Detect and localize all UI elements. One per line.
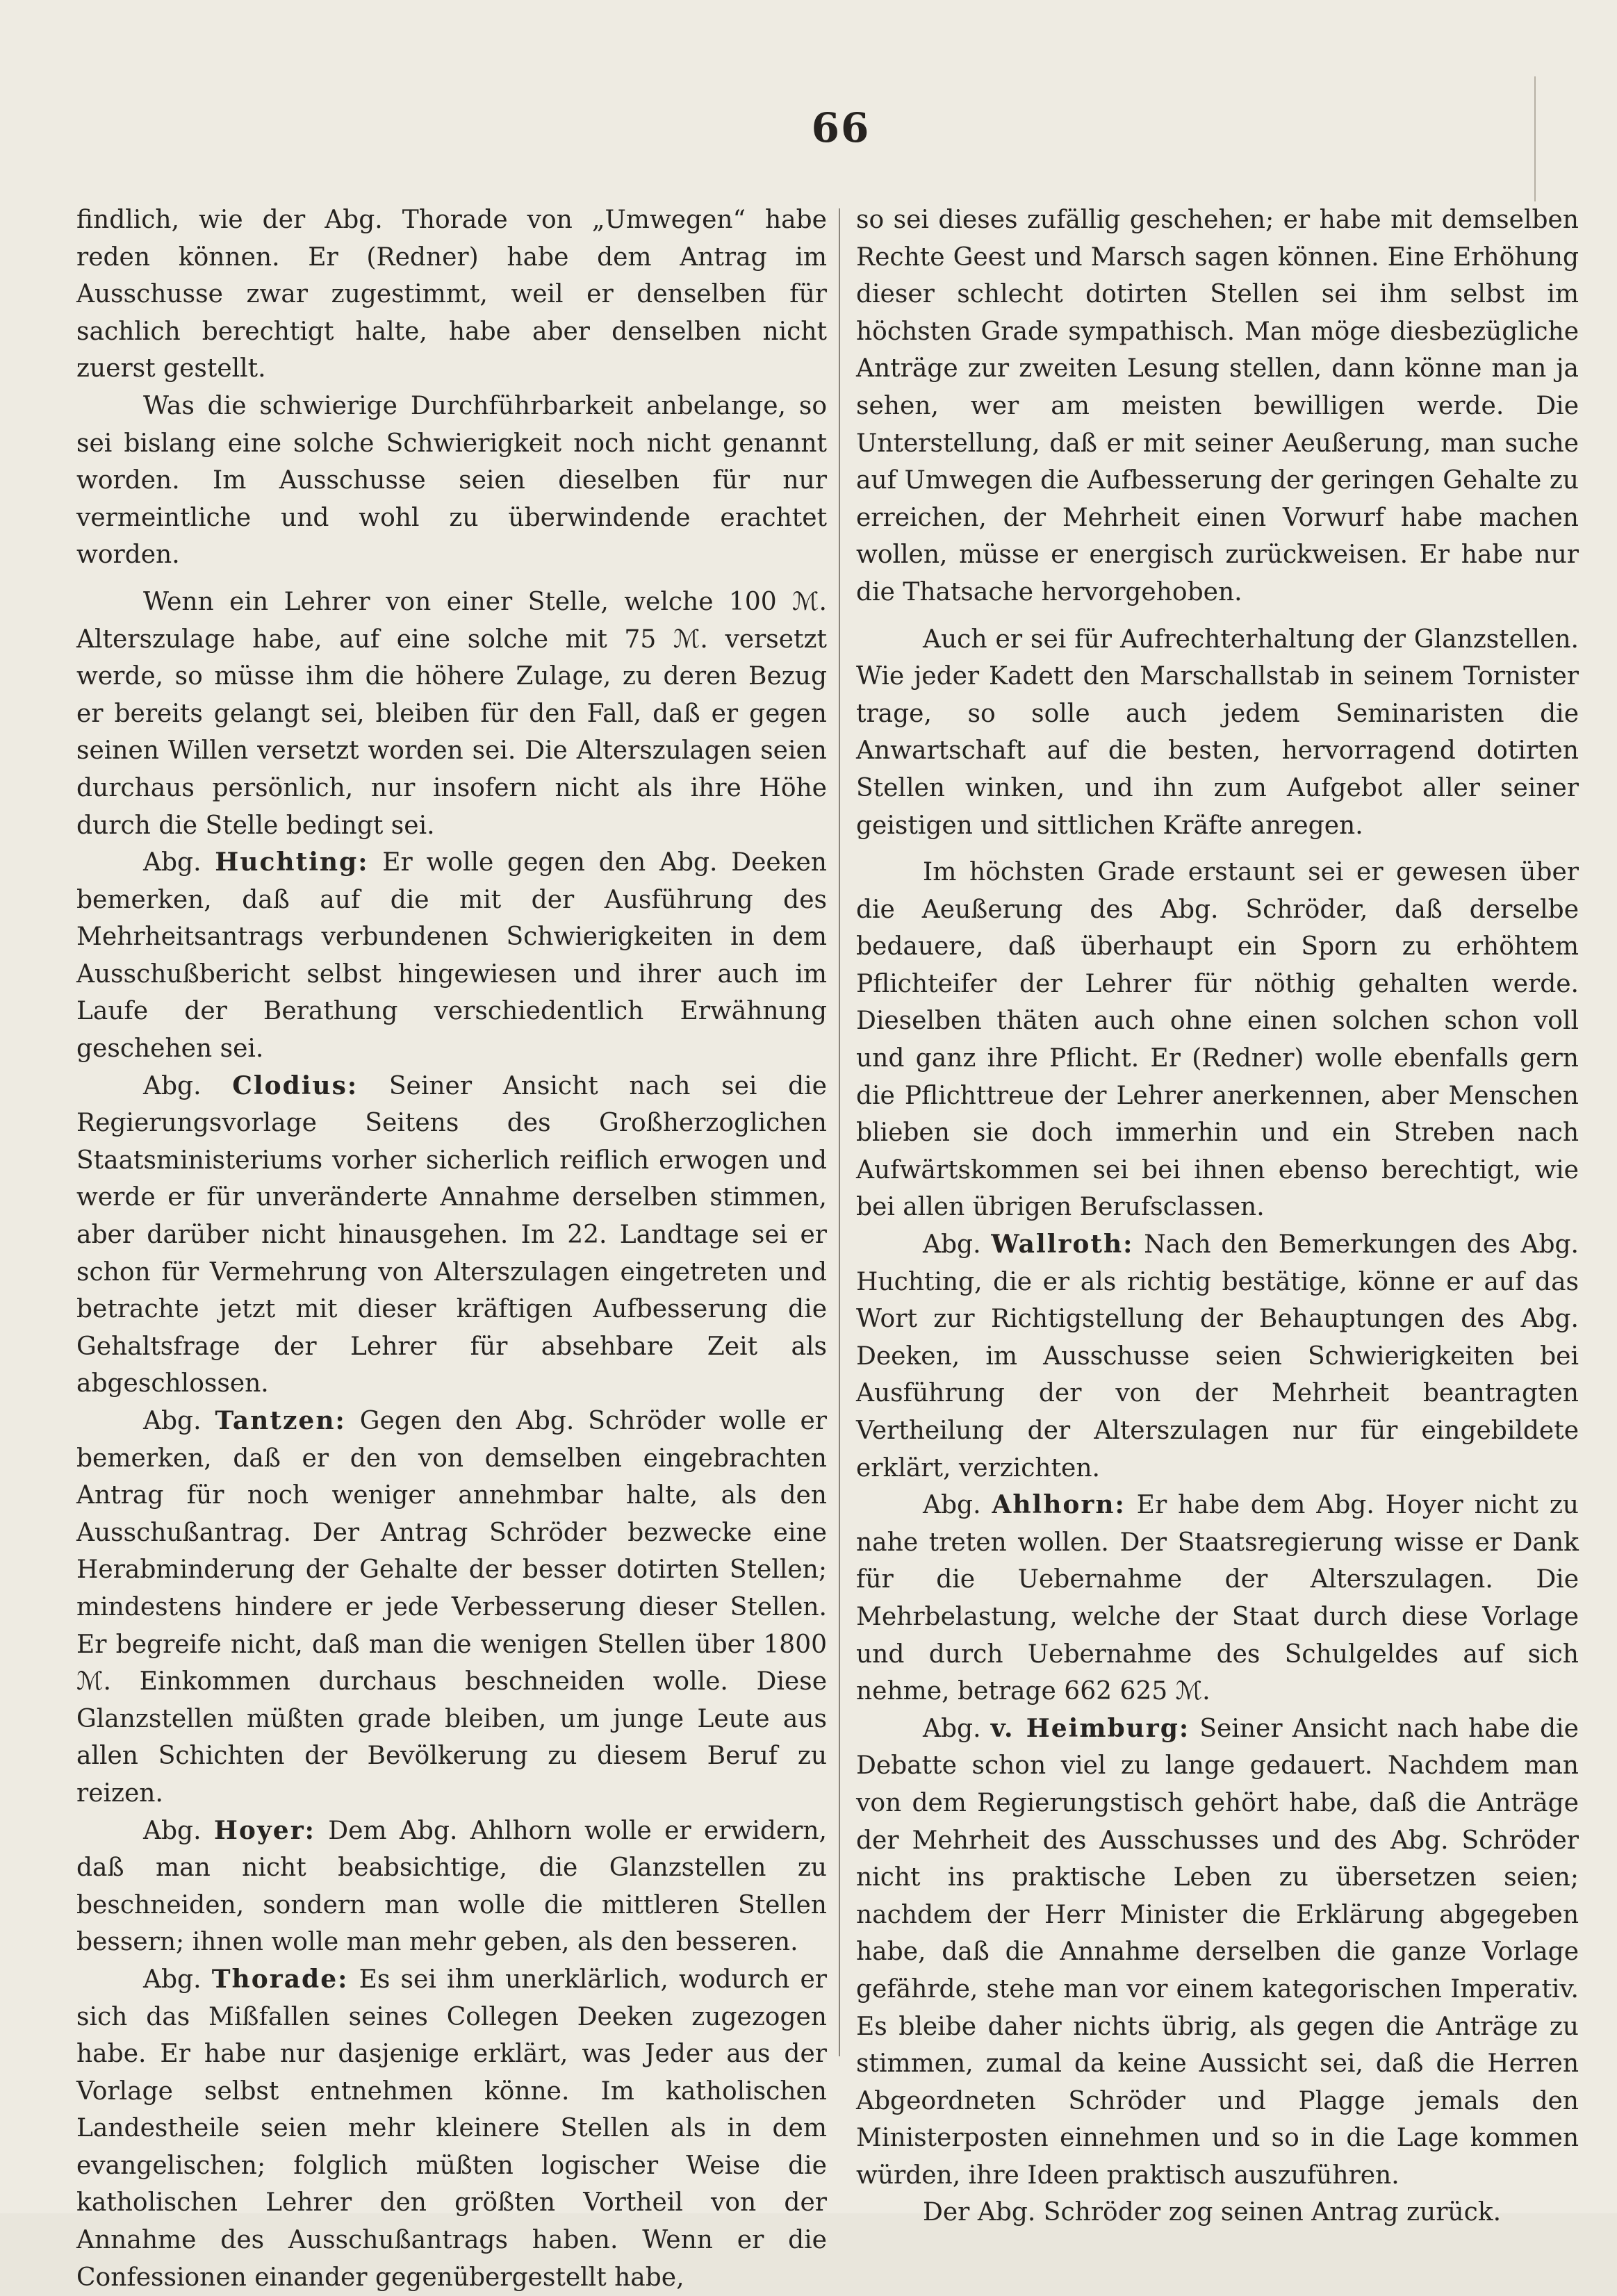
speech-paragraph <box>856 1226 1579 1487</box>
speech-paragraph <box>76 1812 827 1961</box>
speech-paragraph <box>76 1403 827 1812</box>
paragraph: Wenn ein Lehrer von einer Stelle, welche 100 ℳ. Alterszulage habe, auf eine solche mit 75 ℳ. versetzt werde, so müsse ihm die höhere Zulage, zu deren Bezug er bereits gelangt sei, bleiben für den Fall, daß er gegen seinen Willen versetzt worden sei. Die Alterszulagen seien durchaus persönlich, nur insofern nicht als ihre Höhe durch die Stelle bedingt sei. <box>76 587 827 840</box>
speaker-prefix: Abg. <box>143 1071 233 1100</box>
speaker-name: Thorade: <box>211 1964 349 1994</box>
speech-paragraph <box>856 1710 1579 2195</box>
speech-text: Gegen den Abg. Schröder wolle er bemerken, daß er den von demselben eingebrachten Antrag für noch weniger annehmbar halte, als den Ausschußantrag. Der Antrag Schröder bezwecke eine Herabminderung der Gehalte der besser dotirten Stellen; mindestens hindere er jede Verbesserung dieser Stellen. Er begreife nicht, daß man die wenigen Stellen über 1800 ℳ. Einkommen durchaus beschneiden wolle. Diese Glanzstellen müßten grade bleiben, um junge Leute aus allen Schichten der Bevölkerung zu diesem Beruf zu reizen. <box>76 1407 827 1808</box>
speaker-name: v. Heimburg: <box>990 1713 1190 1743</box>
speech-text: Er habe dem Abg. Hoyer nicht zu nahe treten wollen. Der Staatsregierung wisse er Dank für die Uebernahme der Alterszulagen. Die Mehrbelastung, welche der Staat durch diese Vorlage und durch Uebernahme des Schulgeldes auf sich nehme, betrage 662 625 ℳ. <box>856 1491 1579 1706</box>
speech-text: Er wolle gegen den Abg. Deeken bemerken, daß auf die mit der Ausführung des Mehrheitsantrags verbundenen Schwierigkeiten in dem Ausschußbericht selbst hingewiesen und ihrer auch im Laufe der Berathung verschiedentlich Erwähnung geschehen sei. <box>76 848 827 1064</box>
speaker-name: Huchting: <box>215 848 369 877</box>
speaker-prefix: Abg. <box>923 1491 992 1520</box>
speaker-name: Clodius: <box>232 1071 359 1100</box>
speaker-prefix: Abg. <box>143 1816 214 1845</box>
paragraph: so sei dieses zufällig geschehen; er habe mit demselben Rechte Geest und Marsch sagen können. Eine Erhöhung dieser schlecht dotirten Stellen sei ihm selbst im höchsten Grade sympathisch. Man möge diesbezügliche Anträge zur zweiten Lesung stellen, dann könne man ja sehen, wer am meisten bewilligen werde. Die Unterstellung, daß er mit seiner Aeußerung, man suche auf Umwegen die Aufbesserung der geringen Gehalte zu erreichen, der Mehrheit einen Vorwurf habe machen wollen, müsse er energisch zurückweisen. Er habe nur die Thatsache hervorgehoben. <box>856 206 1579 606</box>
speaker-name: Wallroth: <box>991 1230 1134 1260</box>
speech-text: Nach den Bemerkungen des Abg. Huchting, die er als richtig bestätige, könne er auf das Wort zur Richtigstellung der Behauptungen des Abg. Deeken, im Ausschusse seien Schwierigkeiten bei Ausführung der von der Mehrheit beantragten Vertheilung der Alterszulagen nur für eingebildete erklärt, verzichten. <box>856 1230 1579 1483</box>
speech-text: Es sei ihm unerklärlich, wodurch er sich das Mißfallen seines Collegen Deeken zugezogen habe. Er habe nur dasjenige erklärt, was Jeder aus der Vorlage selbst entnehmen könne. Im katholischen Landestheile seien mehr kleinere Stellen als in dem evangelischen; folglich müßten logischer Weise die katholischen Lehrer den größten Vortheil von der Annahme des Ausschußantrags haben. Wenn er die Confessionen einander gegenübergestellt habe, <box>76 1965 827 2292</box>
paragraph: Auch er sei für Aufrechterhaltung der Glanzstellen. Wie jeder Kadett den Marschallstab in seinem Tornister trage, so solle auch jedem Seminaristen die Anwartschaft auf die besten, hervorragend dotirten Stellen winken, und ihn zum Aufgebot aller seiner geistigen und sittlichen Kräfte anregen. <box>856 625 1579 840</box>
paragraph: Im höchsten Grade erstaunt sei er gewesen über die Aeußerung des Abg. Schröder, daß derselbe bedauere, daß überhaupt ein Sporn zu erhöhtem Pflichteifer der Lehrer für nöthig gehalten werde. Dieselben thäten auch ohne einen solchen schon voll und ganz ihre Pflicht. Er (Redner) wolle ebenfalls gern die Pflichttreue der Lehrer anerkennen, aber Menschen blieben sie doch immerhin und ein Streben nach Aufwärtskommen sei bei ihnen ebenso berechtigt, wie bei allen übrigen Berufsclassen. <box>856 858 1579 1222</box>
speaker-prefix: Abg. <box>143 1965 212 1994</box>
right-column <box>856 201 1579 2231</box>
speech-text: Dem Abg. Ahlhorn wolle er erwidern, daß man nicht beabsichtige, die Glanzstellen zu beschneiden, sondern man wolle die mittleren Stellen bessern; ihnen wolle man mehr geben, als den besseren. <box>76 1816 828 1957</box>
left-column <box>76 201 827 2296</box>
speech-paragraph <box>856 1487 1579 1710</box>
speaker-prefix: Abg. <box>923 1714 991 1743</box>
speech-paragraph <box>76 1068 827 1403</box>
speaker-prefix: Abg. <box>143 848 215 877</box>
speaker-name: Tantzen: <box>215 1406 346 1435</box>
page-number: 66 <box>811 104 871 151</box>
closing-line: Der Abg. Schröder zog seinen Antrag zurück. <box>923 2198 1502 2227</box>
speech-text: Seiner Ansicht nach sei die Regierungsvorlage Seitens des Großherzoglichen Staatsministeriums vorher sicherlich reiflich erwogen und werde er für unveränderte Annahme derselben stimmen, aber darüber nicht hinausgehen. Im 22. Landtage sei er schon für Vermehrung von Alterszulagen eingetreten und betrachte jetzt mit dieser kräftigen Aufbesserung die Gehaltsfrage der Lehrer für absehbare Zeit als abgeschlossen. <box>76 1071 827 1398</box>
speech-text: Seiner Ansicht nach habe die Debatte schon viel zu lange gedauert. Nachdem man von dem Regierungstisch gehört habe, daß die Anträge der Mehrheit des Ausschusses und des Abg. Schröder nicht ins praktische Leben zu übersetzen seien; nachdem der Herr Minister die Erklärung abgegeben habe, daß die Annahme derselben die ganze Vorlage gefährde, stehe man vor einem kategorischen Imperativ. Es bleibe daher nichts übrig, als gegen die Anträge zu stimmen, zumal da keine Aussicht sei, daß die Herren Abgeordneten Schröder und Plagge jemals den Ministerposten einnehmen und so in die Lage kommen würden, ihre Ideen praktisch auszuführen. <box>856 1714 1579 2190</box>
paragraph: Was die schwierige Durchführbarkeit anbelange, so sei bislang eine solche Schwierigkeit noch nicht genannt worden. Im Ausschusse seien dieselben für nur vermeintliche und wohl zu überwindende erachtet worden. <box>76 391 827 570</box>
speech-paragraph <box>76 844 827 1068</box>
speech-paragraph <box>76 1961 827 2296</box>
paragraph: findlich, wie der Abg. Thorade von „Umwegen“ habe reden können. Er (Redner) habe dem Antrag im Ausschusse zwar zugestimmt, weil er denselben für sachlich berechtigt halte, habe aber denselben nicht zuerst gestellt. <box>76 206 827 383</box>
speaker-prefix: Abg. <box>143 1407 215 1435</box>
speaker-name: Hoyer: <box>213 1815 315 1845</box>
paper-edge-line <box>1534 76 1536 201</box>
speaker-name: Ahlhorn: <box>992 1490 1126 1520</box>
column-divider <box>839 208 840 2056</box>
speaker-prefix: Abg. <box>923 1230 992 1260</box>
